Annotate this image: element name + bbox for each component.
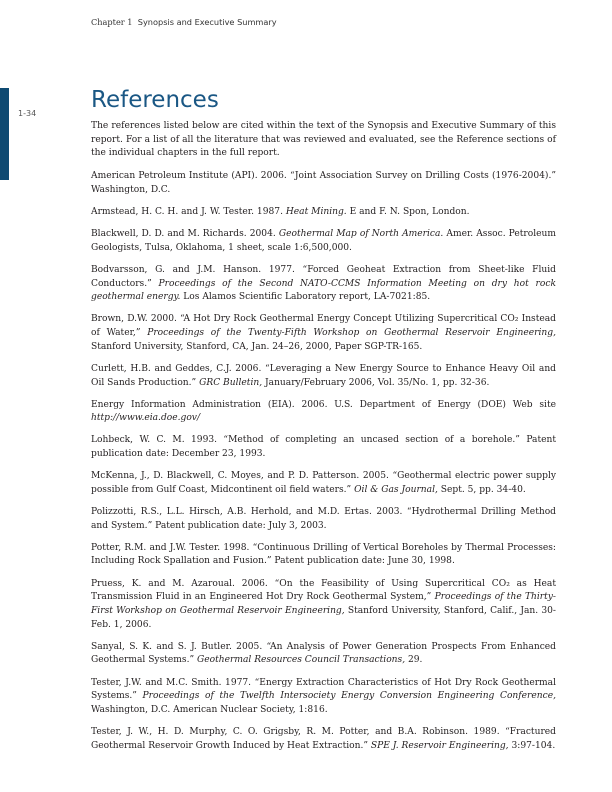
reference-entry bbox=[91, 264, 556, 305]
page-number: 1-34 bbox=[18, 109, 37, 118]
section-intro: The references listed below are cited within the text of the Synopsis and Executive Summary of this report. For a list of all the literature that was reviewed and evaluated, see the Reference sections of the individual chapters in the full report. bbox=[91, 121, 556, 159]
reference-source: http://www.eia.doe.gov/ bbox=[91, 413, 201, 424]
reference-text: McKenna, J., D. Blackwell, C. Moyes, and P. D. Patterson. 2005. “Geothermal electric power supply possible from Gulf Coast, Midcontinent oil field waters.” bbox=[91, 471, 556, 495]
reference-text: Armstead, H. C. H. and J. W. Tester. 1987. bbox=[91, 206, 286, 217]
reference-source: Oil & Gas Journal, bbox=[354, 484, 438, 495]
reference-text: Curlett, H.B. and Geddes, C.J. 2006. “Leveraging a New Energy Source to Enhance Heavy Oil and Oil Sands Production.” bbox=[91, 363, 556, 388]
reference-entry bbox=[91, 170, 556, 197]
reference-source: Proceedings of the Thirty-First Workshop on Geothermal Reservoir Engineering, bbox=[91, 592, 556, 616]
reference-source: Proceedings of the Twenty-Fifth Workshop on Geothermal Reservoir Engineering, bbox=[147, 328, 557, 338]
reference-source: Heat Mining. bbox=[285, 206, 347, 217]
reference-text: E and F. N. Spon, London. bbox=[346, 206, 470, 217]
reference-source: Geothermal Resources Council Transactions, bbox=[197, 655, 406, 666]
reference-text: Stanford University, Stanford, Calif., Jan. 30-Feb. 1, 2006. bbox=[91, 605, 556, 630]
reference-text: January/February 2006, Vol. 35/No. 1, pp. 32-36. bbox=[262, 377, 490, 388]
main-content bbox=[91, 86, 556, 762]
reference-source: Proceedings of the Second NATO-CCMS Information Meeting on dry hot rock geothermal energy. bbox=[91, 278, 556, 303]
reference-text: Blackwell, D. D. and M. Richards. 2004. bbox=[91, 229, 279, 239]
reference-source: GRC Bulletin, bbox=[199, 377, 263, 388]
reference-text: Sept. 5, pp. 34-40. bbox=[437, 484, 526, 495]
reference-text: Washington, D.C. American Nuclear Society, 1:816. bbox=[91, 704, 328, 715]
reference-text: Energy Information Administration (EIA). 2006. U.S. Department of Energy (DOE) Web site bbox=[91, 399, 556, 410]
reference-text: Pruess, K. and M. Azaroual. 2006. “On the Feasibility of Using Supercritical CO₂ as Heat Transmission Fluid in an Engineered Hot Dry Rock Geothermal System,” bbox=[91, 578, 556, 603]
reference-list bbox=[91, 170, 556, 753]
section-title: References bbox=[91, 87, 219, 113]
reference-entry bbox=[91, 506, 556, 533]
chapter-title: Synopsis and Executive Summary bbox=[137, 17, 277, 27]
reference-entry bbox=[91, 726, 556, 753]
running-header bbox=[91, 17, 277, 27]
reference-entry bbox=[91, 313, 556, 354]
reference-entry bbox=[91, 578, 556, 633]
reference-text: 3:97-104. bbox=[508, 740, 556, 751]
chapter-label: Chapter 1 bbox=[91, 17, 133, 27]
reference-source: Proceedings of the Twelfth Intersociety Energy Conversion Engineering Conference, bbox=[142, 691, 556, 702]
reference-entry bbox=[91, 542, 556, 569]
reference-entry bbox=[91, 470, 556, 497]
reference-entry bbox=[91, 228, 556, 255]
reference-entry bbox=[91, 206, 556, 220]
reference-text: Lohbeck, W. C. M. 1993. “Method of completing an uncased section of a borehole.” Patent publication date: December 23, 1993. bbox=[91, 435, 556, 460]
reference-text: Amer. Assoc. Petroleum Geologists, Tulsa, Oklahoma, 1 sheet, scale 1:6,500,000. bbox=[91, 229, 557, 253]
reference-source: SPE J. Reservoir Engineering, bbox=[370, 740, 509, 751]
reference-text: 29. bbox=[405, 655, 423, 666]
reference-text: Sanyal, S. K. and S. J. Butler. 2005. “An Analysis of Power Generation Prospects From Enhanced Geothermal Systems.” bbox=[91, 641, 556, 666]
reference-entry bbox=[91, 434, 556, 461]
reference-source: Geothermal Map of North America. bbox=[278, 229, 444, 239]
reference-text: Bodvarsson, G. and J.M. Hanson. 1977. “Forced Geoheat Extraction from Sheet-like Fluid Conductors.” bbox=[91, 264, 556, 289]
reference-entry bbox=[91, 363, 556, 390]
reference-text: Polizzotti, R.S., L.L. Hirsch, A.B. Herhold, and M.D. Ertas. 2003. “Hydrothermal Drilling Method and System.” Patent publication date: July 3, 2003. bbox=[91, 506, 556, 531]
reference-entry bbox=[91, 677, 556, 718]
reference-text: Tester, J.W. and M.C. Smith. 1977. “Energy Extraction Characteristics of Hot Dry Rock Geothermal Systems.” bbox=[91, 677, 556, 702]
reference-entry bbox=[91, 641, 556, 668]
reference-text: American Petroleum Institute (API). 2006. “Joint Association Survey on Drilling Costs (1976-2004).” Washington, D.C. bbox=[91, 171, 556, 195]
reference-text: Los Alamos Scientific Laboratory report, LA-7021:85. bbox=[180, 292, 431, 303]
reference-text: Stanford University, Stanford, CA, Jan. 24–26, 2000, Paper SGP-TR-165. bbox=[91, 341, 423, 352]
reference-text: Tester, J. W., H. D. Murphy, C. O. Grigsby, R. M. Potter, and B.A. Robinson. 1989. “Fractured Geothermal Reservoir Growth Induced by Heat Extraction.” bbox=[91, 727, 556, 751]
reference-entry bbox=[91, 399, 556, 426]
reference-text: Brown, D.W. 2000. “A Hot Dry Rock Geothermal Energy Concept Utilizing Supercritical CO₂ Instead of Water,” bbox=[91, 314, 556, 338]
section-marker-bar bbox=[0, 88, 9, 180]
reference-text: Potter, R.M. and J.W. Tester. 1998. “Continuous Drilling of Vertical Boreholes by Thermal Processes: Including Rock Spallation and Fusion.” Patent publication date: June 30, 1998. bbox=[91, 542, 556, 567]
